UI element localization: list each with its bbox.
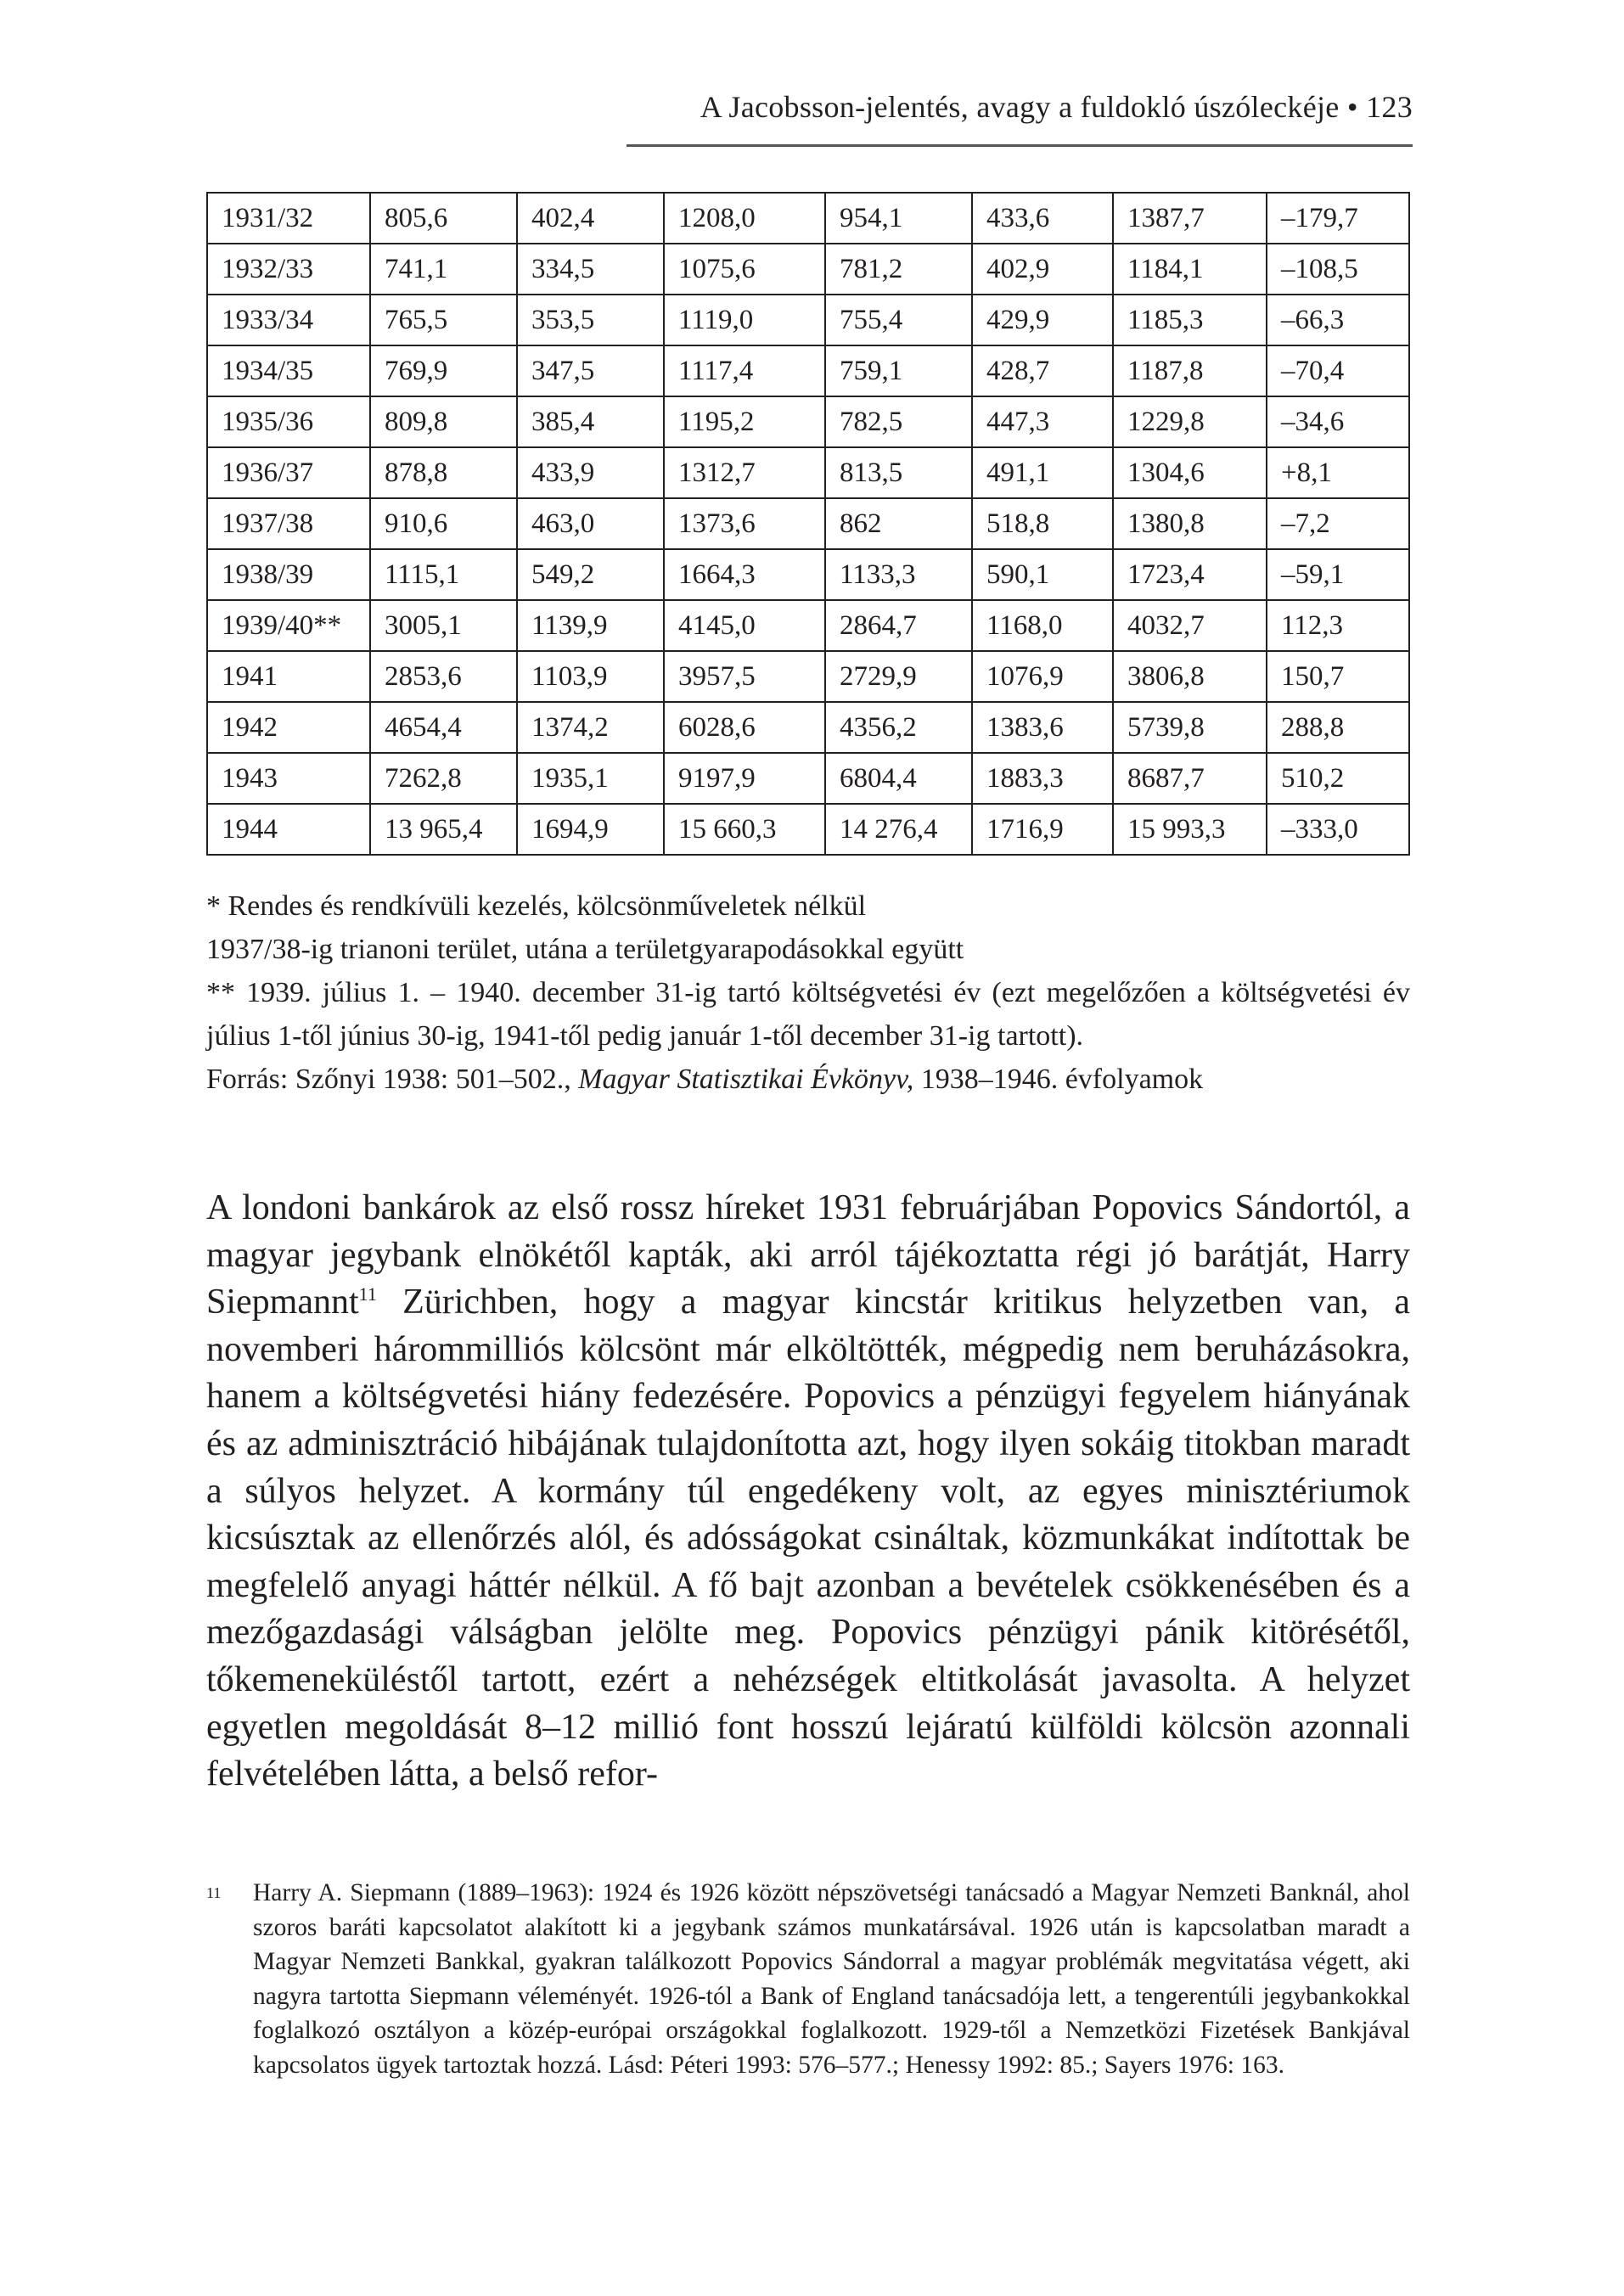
value-cell: 510,2 [1267, 753, 1409, 804]
table-row [207, 753, 1409, 804]
value-cell: 15 993,3 [1113, 804, 1267, 855]
value-cell: 1664,3 [664, 549, 825, 600]
value-cell: 1374,2 [517, 702, 664, 753]
header-bullet: • [1346, 90, 1358, 124]
year-cell: 1941 [207, 651, 370, 702]
value-cell: 491,1 [972, 447, 1113, 498]
value-cell: 3957,5 [664, 651, 825, 702]
value-cell: 1119,0 [664, 295, 825, 345]
table-note-2: 1937/38-ig trianoni terület, utána a területgyarapodásokkal együtt [206, 934, 964, 965]
value-cell: 590,1 [972, 549, 1113, 600]
value-cell: 6028,6 [664, 702, 825, 753]
year-cell: 1937/38 [207, 498, 370, 549]
value-cell: 2729,9 [825, 651, 972, 702]
value-cell: 2853,6 [370, 651, 517, 702]
value-cell: 402,9 [972, 244, 1113, 295]
body-paragraph [206, 1185, 1410, 1799]
value-cell: 1184,1 [1113, 244, 1267, 295]
value-cell: 7262,8 [370, 753, 517, 804]
value-cell: 1694,9 [517, 804, 664, 855]
page-number: 123 [1366, 90, 1413, 124]
year-cell: 1931/32 [207, 193, 370, 244]
value-cell: 428,7 [972, 345, 1113, 396]
body-text-part2: Zürichben, hogy a magyar kincstár kritikus helyzetben van, a novemberi hárommilliós kölcsönt már elköltötték, mégpedig nem beruházásokra, hanem a költségvetési hiány fedezésére. Popovics a pénzügyi fegyelem hiányának és az adminisztráció hibájának tulajdonította azt, hogy ilyen sokáig titokban maradt a súlyos helyzet. A kormány túl engedékeny volt, az egyes minisztériumok kicsúsztak az ellenőrzés alól, és adósságokat csináltak, közmunkákat indítottak be megfelelő anyagi háttér nélkül. A fő bajt azonban a bevételek csökkenésében és a mezőgazdasági válságban jelölte meg. Popovics pénzügyi pánik kitörésétől, tőkemeneküléstől tartott, ezért a nehézségek eltitkolását javasolta. A helyzet egyetlen megoldását 8–12 millió font hosszú lejáratú külföldi kölcsön azonnali felvételében látta, a belső refor- [206, 1283, 1410, 1794]
value-cell: 1075,6 [664, 244, 825, 295]
table-notes [206, 884, 1410, 1101]
year-cell: 1943 [207, 753, 370, 804]
value-cell: 288,8 [1267, 702, 1409, 753]
value-cell: 769,9 [370, 345, 517, 396]
value-cell: 6804,4 [825, 753, 972, 804]
value-cell: 1133,3 [825, 549, 972, 600]
value-cell: 14 276,4 [825, 804, 972, 855]
year-cell: 1935/36 [207, 396, 370, 447]
value-cell: 347,5 [517, 345, 664, 396]
year-cell: 1942 [207, 702, 370, 753]
value-cell: 755,4 [825, 295, 972, 345]
value-cell: 1195,2 [664, 396, 825, 447]
table-row [207, 498, 1409, 549]
body-text-part1: A londoni bankárok az első rossz híreket 1931 februárjában Popovics Sándortól, a magyar jegybank elnökétől kapták, aki arról tájékoztatta régi jó barátját, Harry Siepmannt [206, 1188, 1410, 1322]
value-cell: 1723,4 [1113, 549, 1267, 600]
source-title: Magyar Statisztikai Évkönyv, [578, 1064, 914, 1095]
value-cell: 954,1 [825, 193, 972, 244]
value-cell: 353,5 [517, 295, 664, 345]
value-cell: 862 [825, 498, 972, 549]
value-cell: 433,6 [972, 193, 1113, 244]
table-row [207, 295, 1409, 345]
value-cell: –66,3 [1267, 295, 1409, 345]
value-cell: 4356,2 [825, 702, 972, 753]
value-cell: 1103,9 [517, 651, 664, 702]
value-cell: 1115,1 [370, 549, 517, 600]
running-title: A Jacobsson-jelentés, avagy a fuldokló úszóleckéje [700, 90, 1340, 124]
value-cell: 13 965,4 [370, 804, 517, 855]
value-cell: 1139,9 [517, 600, 664, 651]
value-cell: 1117,4 [664, 345, 825, 396]
value-cell: 3005,1 [370, 600, 517, 651]
footnote-reference[interactable]: 11 [358, 1283, 377, 1305]
value-cell: 447,3 [972, 396, 1113, 447]
value-cell: –333,0 [1267, 804, 1409, 855]
table-row [207, 651, 1409, 702]
value-cell: 1373,6 [664, 498, 825, 549]
value-cell: 1229,8 [1113, 396, 1267, 447]
source-prefix: Forrás: Szőnyi 1938: 501–502., [206, 1064, 579, 1095]
value-cell: 334,5 [517, 244, 664, 295]
value-cell: 782,5 [825, 396, 972, 447]
value-cell: 549,2 [517, 549, 664, 600]
value-cell: 15 660,3 [664, 804, 825, 855]
table-row [207, 193, 1409, 244]
table-row [207, 447, 1409, 498]
table-row [207, 244, 1409, 295]
value-cell: 4654,4 [370, 702, 517, 753]
value-cell: 1076,9 [972, 651, 1113, 702]
value-cell: –108,5 [1267, 244, 1409, 295]
year-cell: 1932/33 [207, 244, 370, 295]
value-cell: 878,8 [370, 447, 517, 498]
year-cell: 1934/35 [207, 345, 370, 396]
year-cell: 1936/37 [207, 447, 370, 498]
value-cell: 759,1 [825, 345, 972, 396]
value-cell: 1168,0 [972, 600, 1113, 651]
value-cell: 1883,3 [972, 753, 1113, 804]
value-cell: 765,5 [370, 295, 517, 345]
footnote-text: Harry A. Siepmann (1889–1963): 1924 és 1926 között népszövetségi tanácsadó a Magyar Nemzeti Banknál, ahol szoros baráti kapcsolatot alakított ki a jegybank számos munkatársával. 1926 után is kapcsolatban maradt a Magyar Nemzeti Bankkal, gyakran találkozott Popovics Sándorral a magyar problémák megvitatása végett, aki nagyra tartotta Siepmann véleményét. 1926-tól a Bank of England tanácsadója lett, a tengerentúli jegybankokkal foglalkozó osztályon a közép-európai országokkal foglalkozott. 1929-től a Nemzetközi Fizetések Bankjával kapcsolatos ügyek tartoztak hozzá. Lásd: Péteri 1993: 576–577.; Henessy 1992: 85.; Sayers 1976: 163. [253, 1879, 1410, 2079]
value-cell: 741,1 [370, 244, 517, 295]
source-suffix: 1938–1946. évfolyamok [913, 1064, 1204, 1095]
value-cell: 1383,6 [972, 702, 1113, 753]
value-cell: +8,1 [1267, 447, 1409, 498]
value-cell: 1185,3 [1113, 295, 1267, 345]
header-rule [627, 144, 1413, 147]
value-cell: 781,2 [825, 244, 972, 295]
value-cell: 112,3 [1267, 600, 1409, 651]
table-row [207, 804, 1409, 855]
table-row [207, 345, 1409, 396]
value-cell: 433,9 [517, 447, 664, 498]
value-cell: 1716,9 [972, 804, 1113, 855]
value-cell: 1312,7 [664, 447, 825, 498]
value-cell: 1380,8 [1113, 498, 1267, 549]
value-cell: 385,4 [517, 396, 664, 447]
value-cell: 1387,7 [1113, 193, 1267, 244]
value-cell: 1304,6 [1113, 447, 1267, 498]
footnote [206, 1876, 1410, 2082]
budget-table [206, 192, 1410, 856]
table-row [207, 702, 1409, 753]
table-note-1: * Rendes és rendkívüli kezelés, kölcsönműveletek nélkül [206, 890, 867, 922]
value-cell: 518,8 [972, 498, 1113, 549]
table-row [207, 396, 1409, 447]
value-cell: 805,6 [370, 193, 517, 244]
value-cell: –59,1 [1267, 549, 1409, 600]
value-cell: 9197,9 [664, 753, 825, 804]
value-cell: 1935,1 [517, 753, 664, 804]
table-note-3: ** 1939. július 1. – 1940. december 31-ig tartó költségvetési év (ezt megelőzően a költségvetési év július 1-től június 30-ig, 1941-től pedig január 1-től december 31-ig tartott). [206, 977, 1410, 1052]
footnote-number: 11 [206, 1884, 222, 1901]
value-cell: 5739,8 [1113, 702, 1267, 753]
value-cell: –7,2 [1267, 498, 1409, 549]
year-cell: 1944 [207, 804, 370, 855]
table-row [207, 549, 1409, 600]
year-cell: 1939/40** [207, 600, 370, 651]
value-cell: 150,7 [1267, 651, 1409, 702]
table-row [207, 600, 1409, 651]
value-cell: 1208,0 [664, 193, 825, 244]
value-cell: 1187,8 [1113, 345, 1267, 396]
value-cell: 429,9 [972, 295, 1113, 345]
table-source [206, 1058, 1410, 1101]
value-cell: –34,6 [1267, 396, 1409, 447]
value-cell: –179,7 [1267, 193, 1409, 244]
value-cell: 910,6 [370, 498, 517, 549]
value-cell: 402,4 [517, 193, 664, 244]
year-cell: 1933/34 [207, 295, 370, 345]
value-cell: 3806,8 [1113, 651, 1267, 702]
value-cell: 4145,0 [664, 600, 825, 651]
value-cell: 4032,7 [1113, 600, 1267, 651]
value-cell: –70,4 [1267, 345, 1409, 396]
running-header [627, 89, 1413, 125]
value-cell: 2864,7 [825, 600, 972, 651]
value-cell: 813,5 [825, 447, 972, 498]
value-cell: 8687,7 [1113, 753, 1267, 804]
year-cell: 1938/39 [207, 549, 370, 600]
value-cell: 809,8 [370, 396, 517, 447]
value-cell: 463,0 [517, 498, 664, 549]
